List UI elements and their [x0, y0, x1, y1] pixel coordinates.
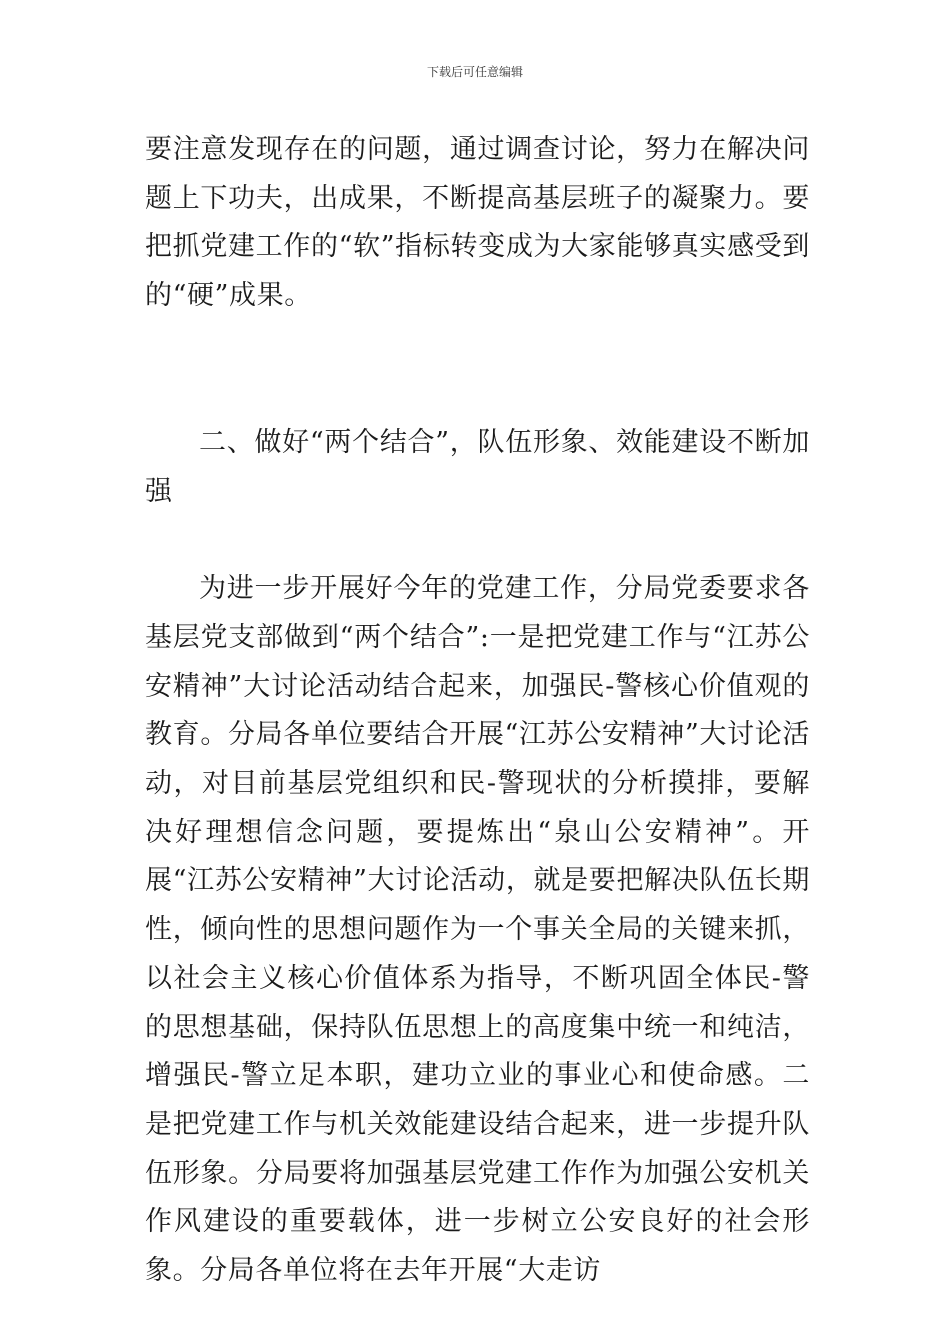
- section-heading: 二、做好“两个结合”，队伍形象、效能建设不断加强: [145, 426, 810, 507]
- paragraph-gap: [145, 321, 810, 370]
- paragraph-gap: [145, 516, 810, 565]
- paragraph-gap: [145, 370, 810, 419]
- paragraph-body: 为进一步开展好今年的党建工作，分局党委要求各基层党支部做到“两个结合”:一是把党建工作与“江苏公安精神”大讨论活动结合起来，加强民-警核心价值观的教育。分局各单位要结合开展“江苏公安精神”大讨论活动，对目前基层党组织和民-警现状的分析摸排，要解决好理想信念问题，要提炼出“泉山公安精神”。开展“江苏公安精神”大讨论活动，就是要把解决队伍长期性，倾向性的思想问题作为一个事关全局的关键来抓，以社会主义核心价值体系为指导，不断巩固全体民-警的思想基础，保持队伍思想上的高度集中统一和纯洁，增强民-警立足本职，建功立业的事业心和使命感。二是把党建工作与机关效能建设结合起来，进一步提升队伍形象。分局要将加强基层党建工作作为加强公安机关作风建设的重要载体，进一步树立公安良好的社会形象。分局各单位将在去年开展“大走访: [145, 573, 810, 1287]
- paragraph-continuation: 要注意发现存在的问题，通过调查讨论，努力在解决问题上下功夫，出成果，不断提高基层班子的凝聚力。要把抓党建工作的“软”指标转变成为大家能够真实感受到的“硬”成果。: [145, 134, 810, 312]
- document-body: [145, 126, 810, 1296]
- page-header-note: 下载后可任意编辑: [426, 65, 523, 79]
